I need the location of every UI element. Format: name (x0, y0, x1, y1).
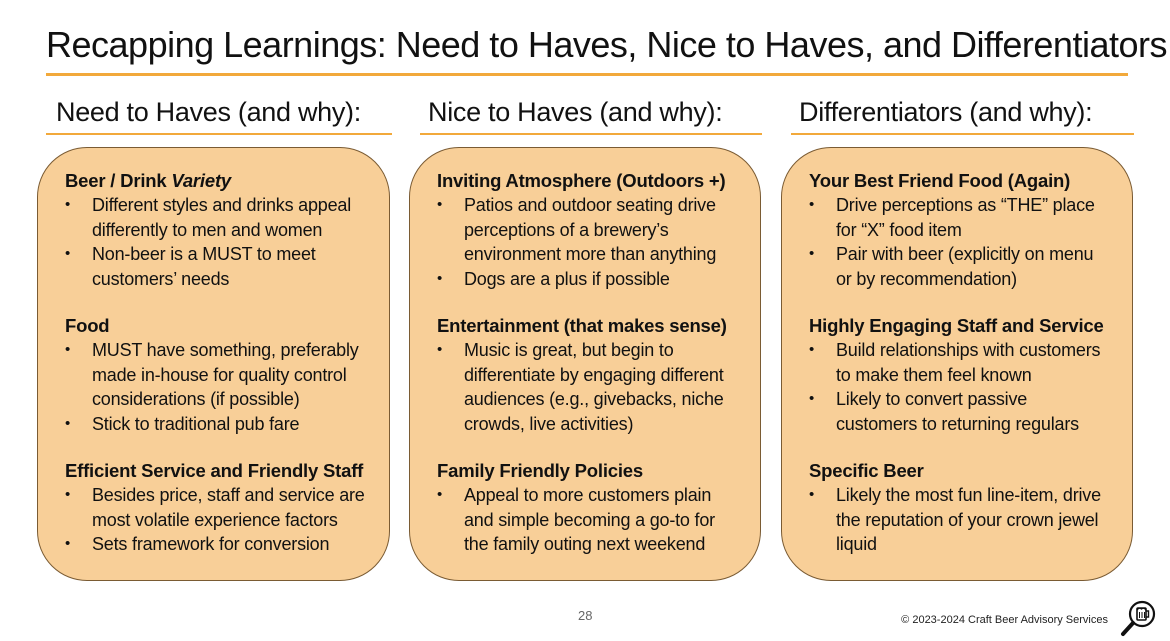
section (437, 168, 740, 291)
section (437, 458, 740, 557)
column-divider (46, 133, 392, 135)
beer-magnifier-logo-icon (1118, 598, 1162, 638)
section (65, 458, 369, 557)
bullet-item: • Pair with beer (explicitly on menu or by recommendation) (809, 242, 1112, 291)
section-title: Beer / Drink Variety (65, 170, 232, 191)
column-heading-need-to-haves: Need to Haves (and why): (56, 97, 361, 127)
title-divider (46, 73, 1128, 76)
section (65, 168, 369, 291)
bullet-item: • Different styles and drinks appeal differently to men and women (65, 193, 369, 242)
card-differentiators (781, 147, 1133, 581)
bullet-item: • Music is great, but begin to differentiate by engaging different audiences (e.g., givebacks, niche crowds, live activities) (437, 338, 740, 436)
section-title: Highly Engaging Staff and Service (809, 315, 1104, 336)
column-divider (791, 133, 1134, 135)
section (65, 313, 369, 436)
bullet-item: • Patios and outdoor seating drive perceptions of a brewery’s environment more than anything (437, 193, 740, 267)
bullet-item: • Appeal to more customers plain and simple becoming a go-to for the family outing next weekend (437, 483, 740, 557)
column-heading-differentiators: Differentiators (and why): (799, 97, 1093, 127)
section-title: Food (65, 315, 110, 336)
section-title: Family Friendly Policies (437, 460, 643, 481)
card-nice-to-haves (409, 147, 761, 581)
bullet-item: • Drive perceptions as “THE” place for “X” food item (809, 193, 1112, 242)
bullet-item: • Non-beer is a MUST to meet customers’ needs (65, 242, 369, 291)
bullet-item: • Dogs are a plus if possible (437, 267, 740, 292)
bullet-item: • Likely to convert passive customers to returning regulars (809, 387, 1112, 436)
section (809, 168, 1112, 291)
section (809, 313, 1112, 436)
section-title-emphasis: Variety (171, 170, 232, 191)
bullet-item: • Likely the most fun line-item, drive the reputation of your crown jewel liquid (809, 483, 1112, 557)
slide-title: Recapping Learnings: Need to Haves, Nice to Haves, and Differentiators (46, 24, 1167, 65)
bullet-item: • Build relationships with customers to make them feel known (809, 338, 1112, 387)
section-title: Specific Beer (809, 460, 924, 481)
section (437, 313, 740, 436)
section-title: Inviting Atmosphere (Outdoors +) (437, 170, 726, 191)
bullet-item: • Sets framework for conversion (65, 532, 369, 557)
section (809, 458, 1112, 557)
section-title: Your Best Friend Food (Again) (809, 170, 1071, 191)
copyright-footer: © 2023-2024 Craft Beer Advisory Services (901, 614, 1108, 626)
bullet-item: • MUST have something, preferably made in-house for quality control considerations (if possible) (65, 338, 369, 412)
bullet-item: • Stick to traditional pub fare (65, 412, 369, 437)
page-number: 28 (578, 608, 593, 623)
column-divider (420, 133, 762, 135)
section-title: Entertainment (that makes sense) (437, 315, 727, 336)
column-heading-nice-to-haves: Nice to Haves (and why): (428, 97, 723, 127)
card-need-to-haves (37, 147, 390, 581)
bullet-item: • Besides price, staff and service are most volatile experience factors (65, 483, 369, 532)
section-title: Efficient Service and Friendly Staff (65, 460, 364, 481)
